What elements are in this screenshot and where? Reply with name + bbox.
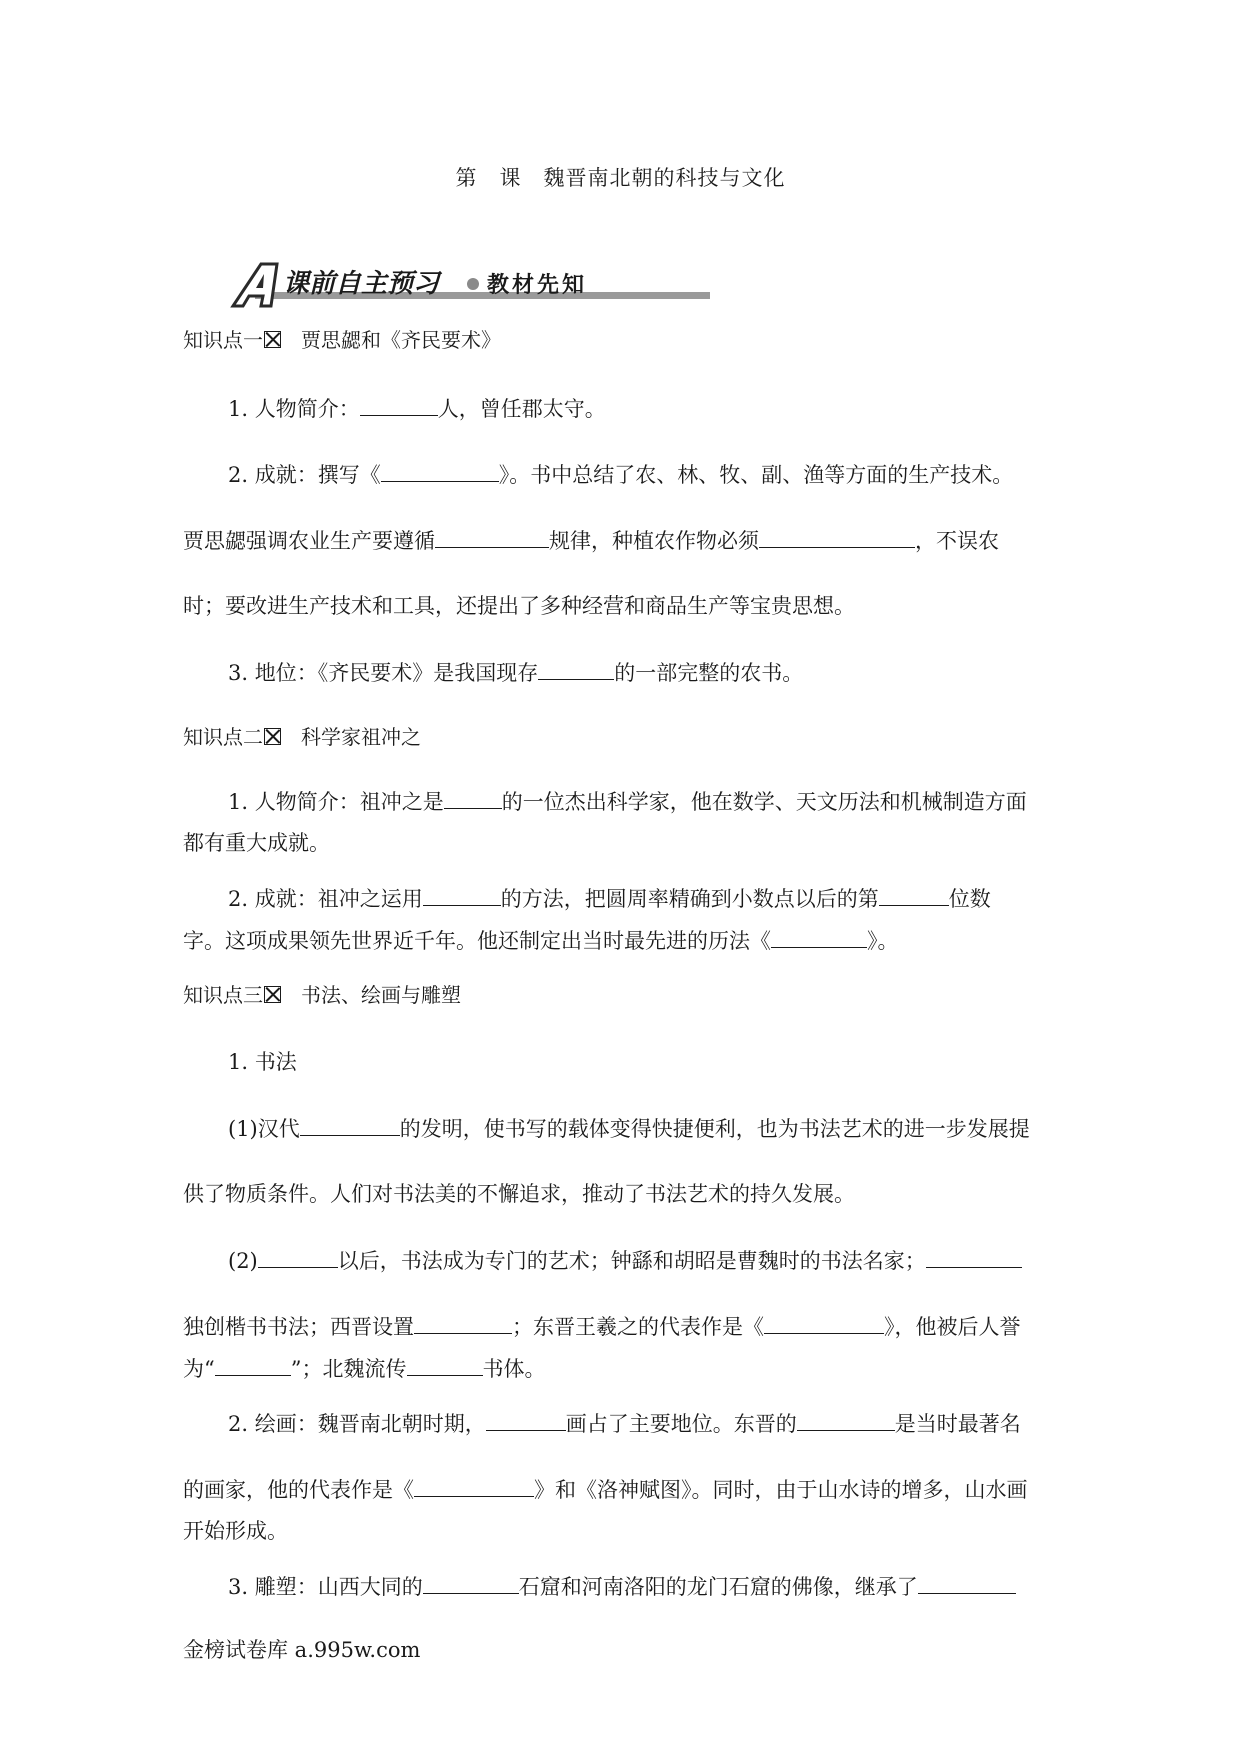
kp3-line-7: 2. 绘画：魏晋南北朝时期， 画占了主要地位。东晋的 是当时最著名 xyxy=(228,1408,1021,1439)
kp2-line-4: 字。这项成果领先世界近千年。他还制定出当时最先进的历法《 》。 xyxy=(183,925,899,956)
fill-blank[interactable] xyxy=(486,1408,566,1431)
fill-blank[interactable] xyxy=(423,1571,519,1594)
kp3-line-6: 为“ ”；北魏流传 书体。 xyxy=(183,1353,546,1384)
box-icon xyxy=(264,331,281,348)
fill-blank[interactable] xyxy=(538,657,614,680)
fill-blank[interactable] xyxy=(381,459,499,482)
box-icon xyxy=(264,728,281,745)
fill-blank[interactable] xyxy=(215,1353,291,1376)
fill-blank[interactable] xyxy=(759,525,915,548)
kp1-line-3: 贾思勰强调农业生产要遵循 规律，种植农作物必须 ，不误农 xyxy=(183,525,999,556)
fill-blank[interactable] xyxy=(435,525,549,548)
kp3-line-2: (1)汉代 的发明，使书写的载体变得快捷便利，也为书法艺术的进一步发展提 xyxy=(228,1113,1030,1144)
kp3-line-5: 独创楷书书法；西晋设置 ；东晋王羲之的代表作是《 》，他被后人誉 xyxy=(183,1311,1021,1342)
kp2-line-1: 1. 人物简介：祖冲之是 的一位杰出科学家，他在数学、天文历法和机械制造方面 xyxy=(228,786,1027,817)
fill-blank[interactable] xyxy=(360,393,438,416)
kp3-line-4: (2) 以后，书法成为专门的艺术；钟繇和胡昭是曹魏时的书法名家； xyxy=(228,1245,1022,1276)
banner-main-text: 课前自主预习 xyxy=(283,269,440,299)
kp1-line-4: 时；要改进生产技术和工具，还提出了多种经营和商品生产等宝贵思想。 xyxy=(183,594,855,618)
fill-blank[interactable] xyxy=(407,1353,483,1376)
fill-blank[interactable] xyxy=(444,786,502,809)
kp2-line-3: 2. 成就：祖冲之运用 的方法，把圆周率精确到小数点以后的第 位数 xyxy=(228,883,991,914)
fill-blank[interactable] xyxy=(258,1245,338,1268)
fill-blank[interactable] xyxy=(797,1408,895,1431)
knowledge-point-2: 知识点二 科学家祖冲之 xyxy=(183,725,421,749)
footer-watermark: 金榜试卷库 a.995w.com xyxy=(183,1638,421,1662)
fill-blank[interactable] xyxy=(771,925,867,948)
page-title: 第 课 魏晋南北朝的科技与文化 xyxy=(455,166,786,190)
kp2-line-2: 都有重大成就。 xyxy=(183,831,330,855)
section-banner xyxy=(225,262,715,310)
fill-blank[interactable] xyxy=(926,1245,1022,1268)
knowledge-point-1: 知识点一 贾思勰和《齐民要术》 xyxy=(183,328,501,352)
knowledge-point-3: 知识点三 书法、绘画与雕塑 xyxy=(183,983,461,1007)
fill-blank[interactable] xyxy=(414,1311,512,1334)
fill-blank[interactable] xyxy=(300,1113,400,1136)
kp3-line-8: 的画家，他的代表作是《 》和《洛神赋图》。同时，由于山水诗的增多，山水画 xyxy=(183,1474,1028,1505)
kp3-line-1: 1. 书法 xyxy=(228,1050,297,1074)
kp1-line-2: 2. 成就：撰写《 》。书中总结了农、林、牧、副、渔等方面的生产技术。 xyxy=(228,459,1013,490)
fill-blank[interactable] xyxy=(764,1311,884,1334)
kp1-line-1: 1. 人物简介： 人，曾任郡太守。 xyxy=(228,393,606,424)
fill-blank[interactable] xyxy=(423,883,501,906)
banner-sub-text: 教材先知 xyxy=(487,273,588,298)
fill-blank[interactable] xyxy=(918,1571,1016,1594)
kp3-line-9: 开始形成。 xyxy=(183,1519,288,1543)
kp1-line-5: 3. 地位：《齐民要术》是我国现存 的一部完整的农书。 xyxy=(228,657,803,688)
fill-blank[interactable] xyxy=(879,883,949,906)
kp3-line-10: 3. 雕塑：山西大同的 石窟和河南洛阳的龙门石窟的佛像，继承了 xyxy=(228,1571,1016,1602)
box-icon xyxy=(264,986,281,1003)
fill-blank[interactable] xyxy=(414,1474,534,1497)
kp3-line-3: 供了物质条件。人们对书法美的不懈追求，推动了书法艺术的持久发展。 xyxy=(183,1182,855,1206)
